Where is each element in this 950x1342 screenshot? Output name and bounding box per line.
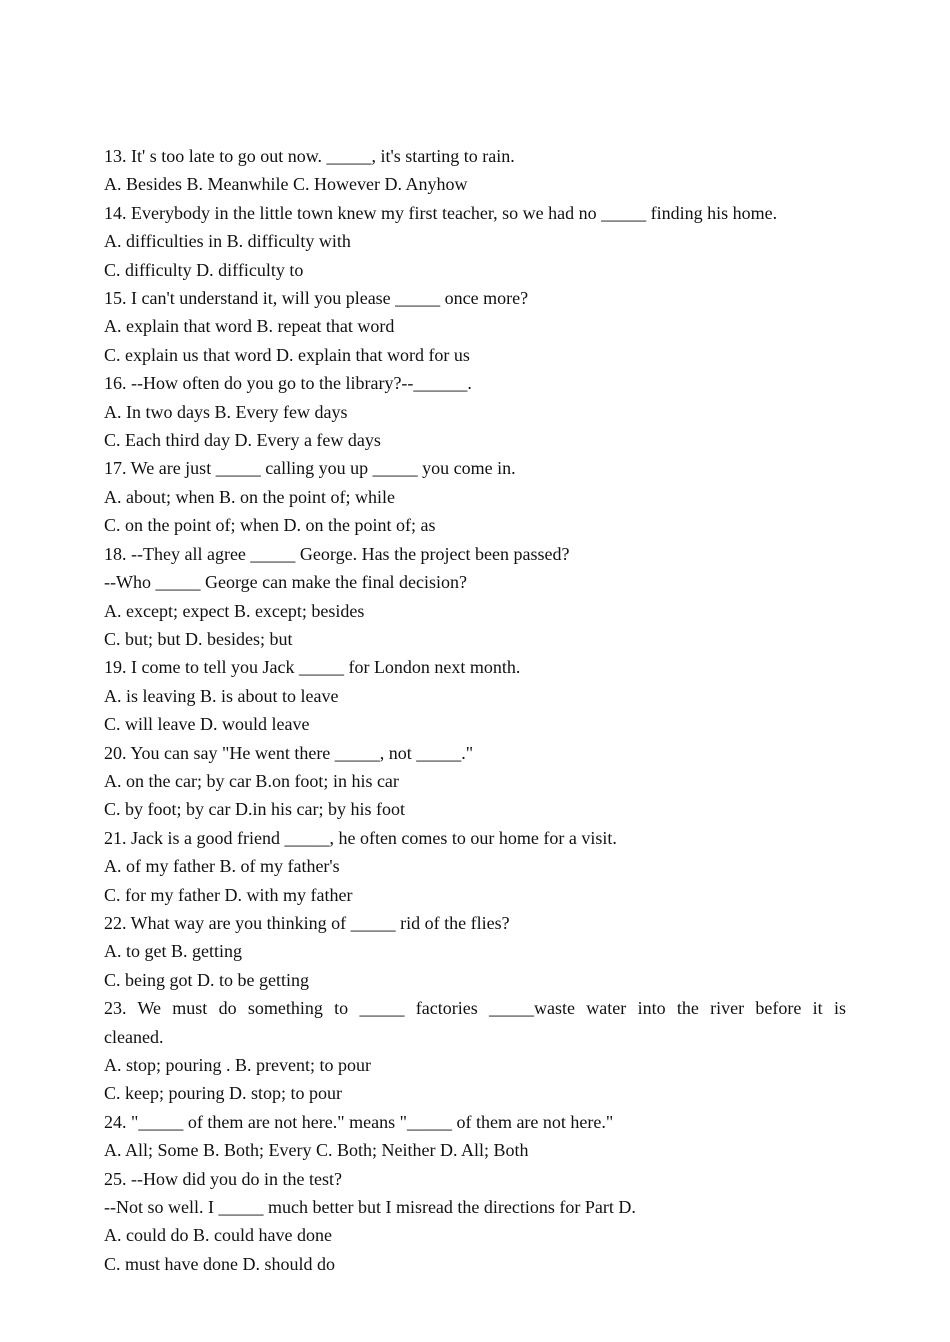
question-23-options-cd: C. keep; pouring D. stop; to pour <box>104 1083 342 1104</box>
question-15: 15. I can't understand it, will you please _____ once more? <box>104 288 529 309</box>
question-20: 20. You can say "He went there _____, not _____." <box>104 742 474 763</box>
question-17-options-ab: A. about; when B. on the point of; while <box>104 486 395 507</box>
question-13: 13. It' s too late to go out now. _____, it's starting to rain. <box>104 146 515 166</box>
question-25-options-cd: C. must have done D. should do <box>104 1253 335 1274</box>
question-19-options-ab: A. is leaving B. is about to leave <box>104 685 339 706</box>
question-23-options-ab: A. stop; pouring . B. prevent; to pour <box>104 1055 371 1075</box>
question-25: 25. --How did you do in the test? <box>104 1168 342 1189</box>
question-16-options-cd: C. Each third day D. Every a few days <box>104 430 381 451</box>
question-14: 14. Everybody in the little town knew my first teacher, so we had no _____ finding his home. <box>104 202 778 223</box>
question-list <box>104 142 846 1278</box>
question-19-options-cd: C. will leave D. would leave <box>104 714 310 735</box>
question-15-options-cd: C. explain us that word D. explain that word for us <box>104 344 470 365</box>
question-20-options-cd: C. by foot; by car D.in his car; by his foot <box>104 799 405 820</box>
question-18-options-cd: C. but; but D. besides; but <box>104 628 293 649</box>
question-22-options-cd: C. being got D. to be getting <box>104 969 309 990</box>
question-25-options-ab: A. could do B. could have done <box>104 1225 332 1246</box>
question-13-options: A. Besides B. Meanwhile C. However D. Anyhow <box>104 174 468 195</box>
question-14-options-ab: A. difficulties in B. difficulty with <box>104 231 351 252</box>
question-19: 19. I come to tell you Jack _____ for London next month. <box>104 657 521 678</box>
question-14-options-cd: C. difficulty D. difficulty to <box>104 259 304 280</box>
question-17-options-cd: C. on the point of; when D. on the point of; as <box>104 515 436 536</box>
question-18-continued: --Who _____ George can make the final decision? <box>104 572 468 593</box>
question-17: 17. We are just _____ calling you up _____ you come in. <box>104 458 516 479</box>
question-18: 18. --They all agree _____ George. Has the project been passed? <box>104 543 570 564</box>
question-15-options-ab: A. explain that word B. repeat that word <box>104 316 395 337</box>
question-21: 21. Jack is a good friend _____, he often comes to our home for a visit. <box>104 827 617 848</box>
question-16-options-ab: A. In two days B. Every few days <box>104 401 348 422</box>
question-25-continued: --Not so well. I _____ much better but I misread the directions for Part D. <box>104 1197 636 1218</box>
question-22: 22. What way are you thinking of _____ rid of the flies? <box>104 912 510 933</box>
question-21-options-cd: C. for my father D. with my father <box>104 884 353 905</box>
question-22-options-ab: A. to get B. getting <box>104 941 242 962</box>
question-24-options: A. All; Some B. Both; Every C. Both; Neither D. All; Both <box>104 1140 529 1161</box>
question-16: 16. --How often do you go to the library?--______. <box>104 373 472 394</box>
question-23-continued: cleaned. <box>104 1026 164 1047</box>
question-23: 23. We must do something to _____ factories _____waste water into the river before it is <box>104 998 846 1019</box>
question-20-options-ab: A. on the car; by car B.on foot; in his car <box>104 770 399 791</box>
question-21-options-ab: A. of my father B. of my father's <box>104 856 340 877</box>
question-24: 24. "_____ of them are not here." means "_____ of them are not here." <box>104 1111 614 1132</box>
question-18-options-ab: A. except; expect B. except; besides <box>104 600 365 621</box>
